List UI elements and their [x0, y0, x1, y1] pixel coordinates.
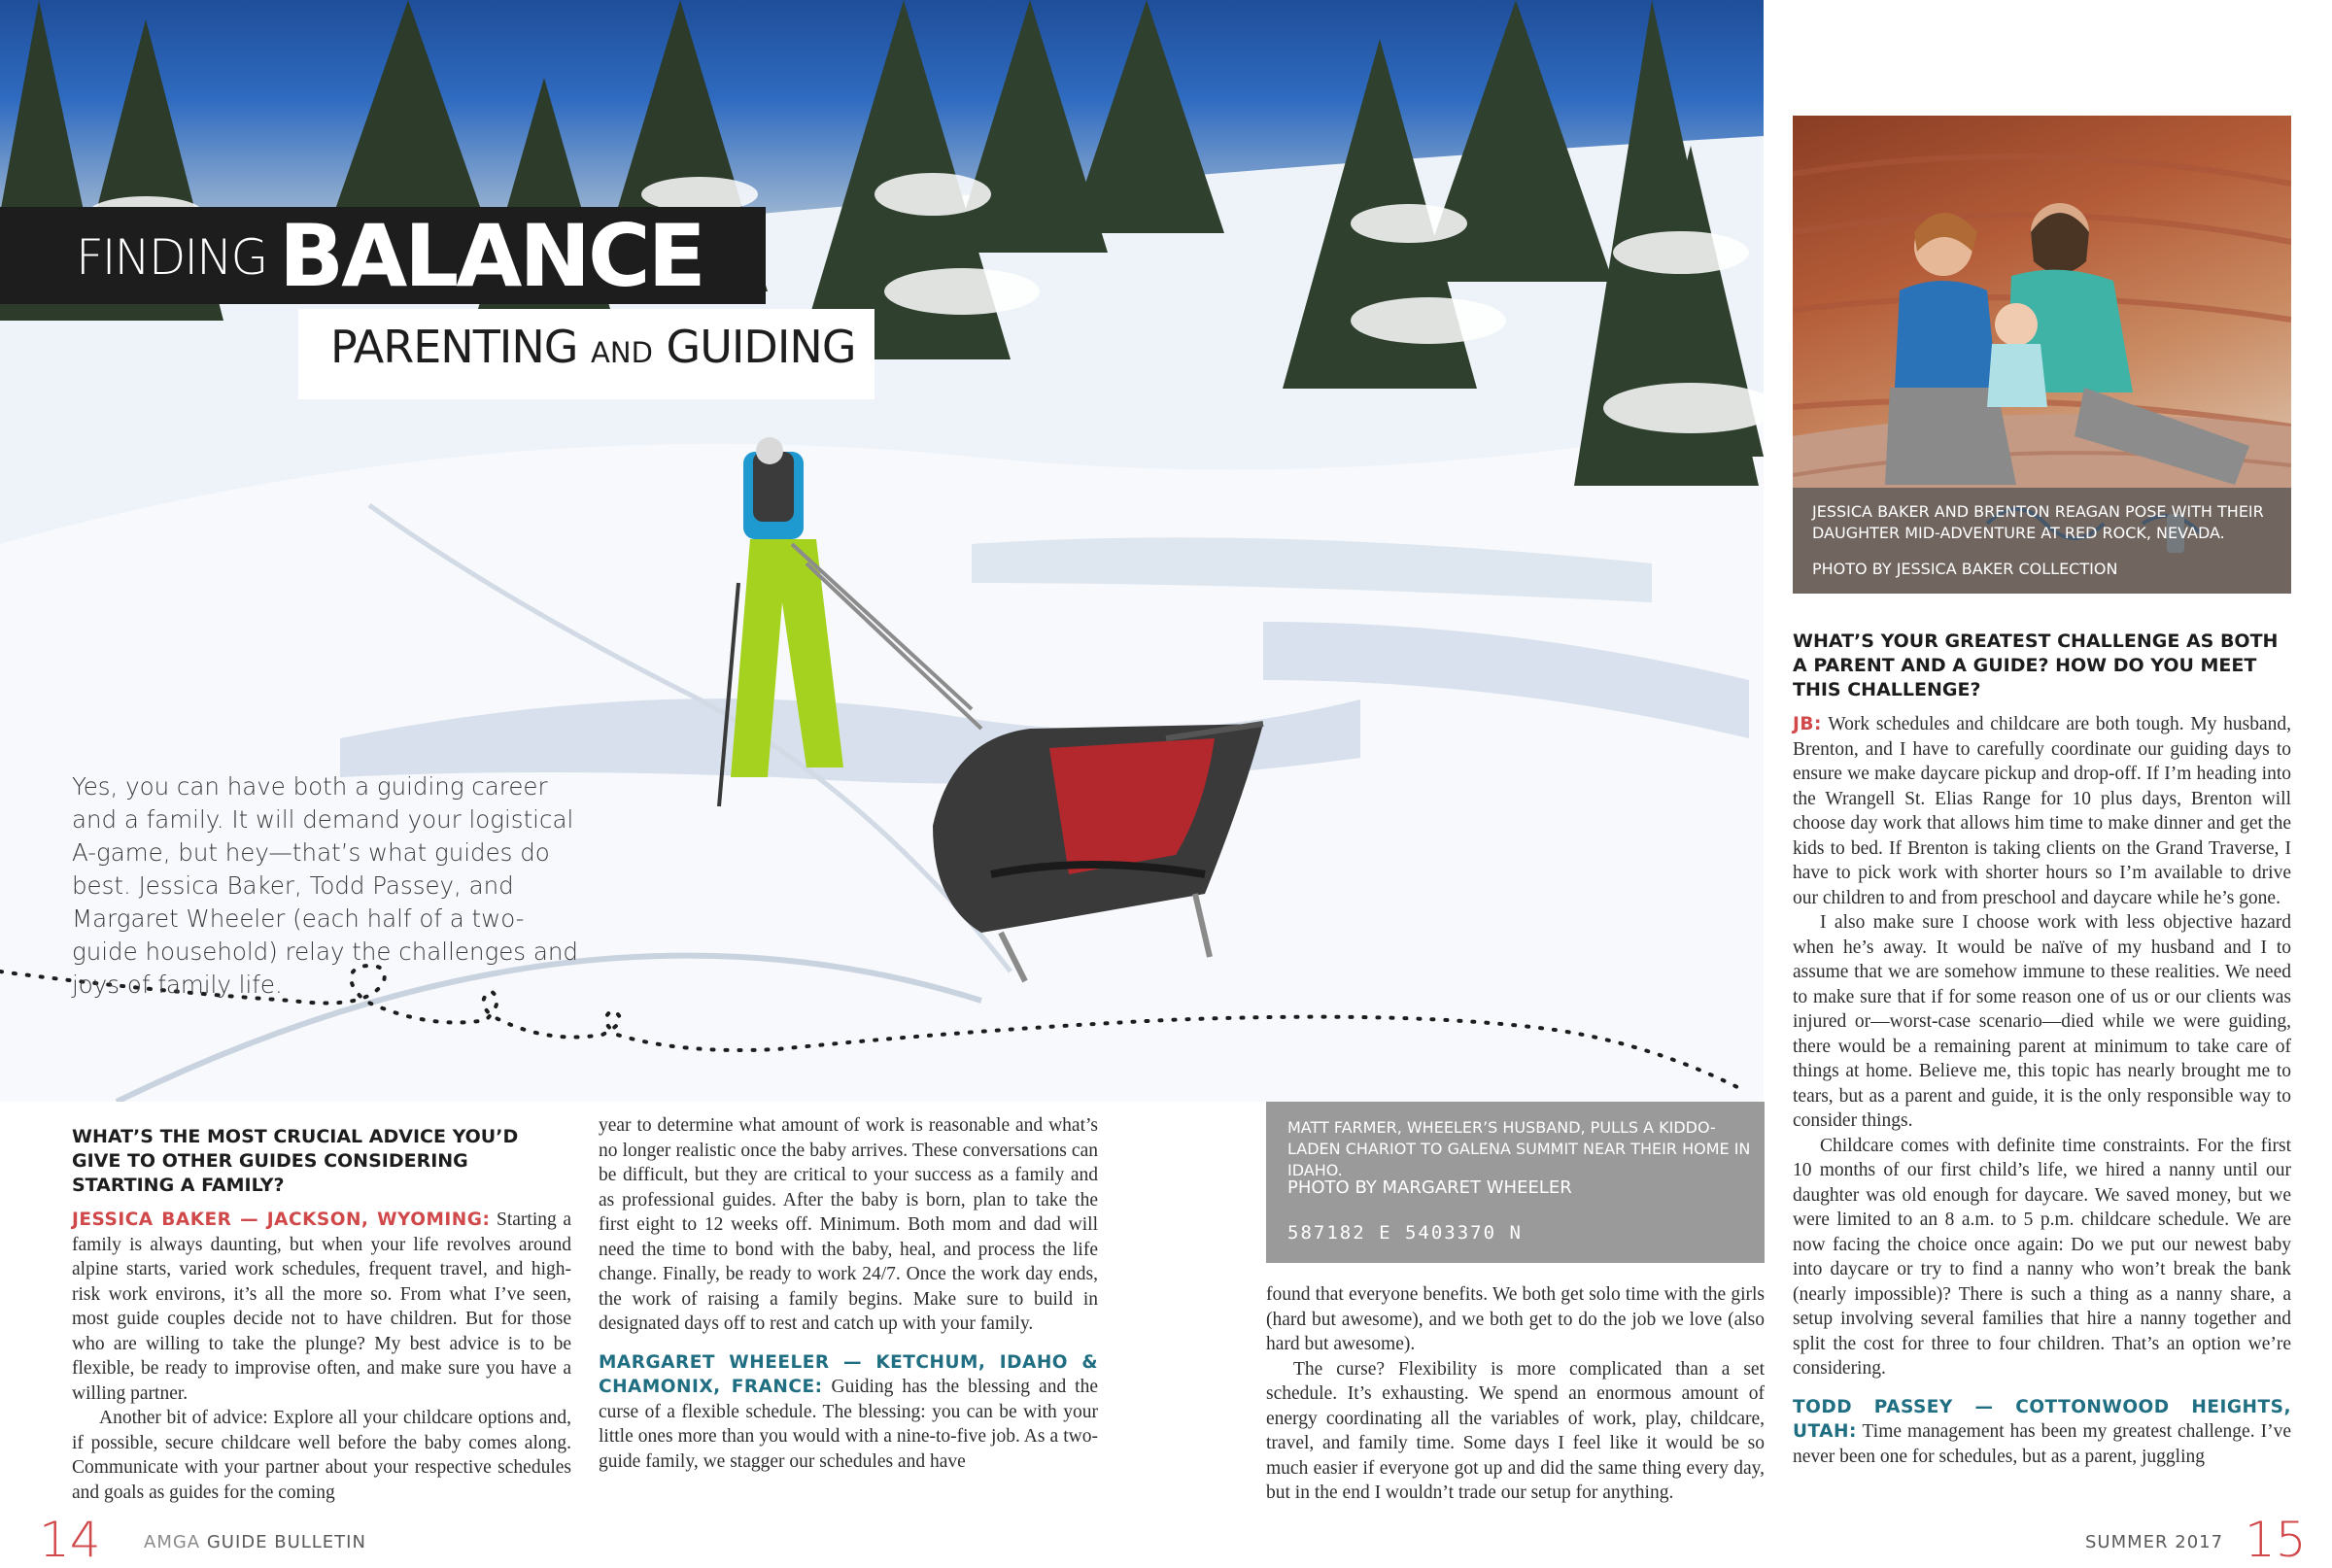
family-photo-caption-credit: PHOTO BY JESSICA BAKER COLLECTION	[1812, 560, 2118, 578]
speaker-jessica-baker: JESSICA BAKER — JACKSON, WYOMING:	[72, 1210, 491, 1230]
hero-caption-text: MATT FARMER, WHEELER’S HUSBAND, PULLS A KIDDO-LADEN CHARIOT TO GALENA SUMMIT NEAR THEIR HOME IN IDAHO.	[1287, 1118, 1751, 1179]
col1-p1-text: Starting a family is always daunting, but when your life revolves around alpine starts, varied work schedules, frequent travel, and high-risk work environs, it’s all the more so. From what I’ve seen, most guide couples decide not to have children. But for those who are willing to take the plunge? My best advice is to be flexible, be ready to improvise often, and make sure you have a willing partner.	[72, 1210, 572, 1404]
col1-paragraph-1	[72, 1208, 571, 1406]
column-3	[1266, 1282, 1765, 1506]
hero-caption-gps: 587182 E 5403370 N	[1287, 1222, 1523, 1244]
speaker-jb: JB:	[1793, 714, 1822, 734]
hero-caption	[1266, 1102, 1765, 1263]
footer-amga: AMGA	[144, 1532, 201, 1552]
question-2: WHAT’S YOUR GREATEST CHALLENGE AS BOTH A PARENT AND A GUIDE? HOW DO YOU MEET THIS CHALLENGE?	[1793, 631, 2279, 700]
col1-paragraph-2: Another bit of advice: Explore all your childcare options and, if possible, secure childcare well before the baby comes along. Communicate with your partner about your respective schedules and goals as guides for the coming	[72, 1408, 571, 1503]
col2-paragraph-1: year to determine what amount of work is reasonable and what’s no longer realistic once the baby arrives. These conversations can be difficult, but they are critical to your success as a family and as professional guides. After the baby is born, plan to take the first eight to 12 weeks off. Minimum. Both mom and dad will need the time to bond with the baby, heal, and process the life change. Finally, be ready to work 24/7. Once the work day ends, the work of raising a family begins. Make sure to build in designated days off to rest and catch up with your family.	[599, 1115, 1098, 1334]
page-number-left: 14	[39, 1512, 101, 1568]
title-finding: FINDING	[76, 229, 267, 286]
column-2	[599, 1113, 1098, 1474]
footer-bulletin: GUIDE BULLETIN	[200, 1532, 366, 1552]
page-number-right: 15	[2245, 1512, 2307, 1568]
col3-paragraph-1: found that everyone benefits. We both get solo time with the girls (hard but awesome), and we both get to do the job we love (also hard but awesome).	[1266, 1284, 1765, 1354]
col4-paragraph-4	[1793, 1395, 2291, 1470]
subtitle-parenting: PARENTING	[330, 321, 578, 373]
family-photo-caption	[1793, 488, 2291, 594]
col2-p2-text: Guiding has the blessing and the curse of a flexible schedule. The blessing: you can be with your little ones more than you would with a nine-to-five job. As a two-guide family, we stagger our schedules and have	[599, 1377, 1098, 1472]
col4-p1-text: Work schedules and childcare are both tough. My husband, Brenton, and I have to carefully coordinate our guiding days to ensure we make daycare pickup and drop-off. If I’m heading into the Wrangell St. Elias Range for 10 plus days, Brenton will choose day work that allows him time to make dinner and get the kids to bed. If Brenton is taking clients on the Grand Traverse, I have to pick work with shorter hours so I’m available to drive our children to and from preschool and daycare while he’s gone.	[1793, 714, 2291, 908]
speaker-margaret-wheeler: MARGARET WHEELER — KETCHUM, IDAHO & CHAMONIX, FRANCE:	[599, 1351, 1098, 1397]
speaker-todd-passey: TODD PASSEY — COTTONWOOD HEIGHTS, UTAH:	[1793, 1396, 2291, 1442]
col2-paragraph-2	[599, 1350, 1098, 1475]
subtitle-and: AND	[591, 336, 653, 369]
column-4	[1793, 630, 2291, 1469]
col4-paragraph-3: Childcare comes with definite time constraints. For the first 10 months of our first child’s life, we hired a nanny until our daughter was old enough for daycare. We saved money, but we were limited to an 8 a.m. to 5 p.m. childcare schedule. We are now facing the choice once again: Do we put our newest baby into daycare or try to find a nanny who won’t break the bank (nearly impossible)? There is such a thing as a nanny share, a setup involving several families that hire a nanny together and split the cost for three to four children. That’s an option we’re considering.	[1793, 1135, 2291, 1379]
footer-issue: SUMMER 2017	[2085, 1532, 2224, 1552]
subtitle-guiding: GUIDING	[666, 321, 856, 373]
col4-paragraph-2: I also make sure I choose work with less objective hazard when he’s away. It would be naïve of my husband and I to assume that we are somehow immune to these realities. We need to make sure that if for some reason one of us or our clients was injured or—worst-case scenario—died while we were guiding, there would be a remaining parent at minimum to take care of things at home. Believe me, this topic has nearly brought me to tears, but as a parent and guide, it is the only responsible way to consider things.	[1793, 912, 2291, 1131]
question-1: WHAT’S THE MOST CRUCIAL ADVICE YOU’D GIVE TO OTHER GUIDES CONSIDERING STARTING A FAMILY?	[72, 1126, 519, 1196]
subtitle	[330, 321, 855, 373]
col4-p4-text: Time management has been my greatest challenge. I’ve never been one for schedules, but as a parent, juggling	[1793, 1421, 2291, 1467]
hero-caption-credit: PHOTO BY MARGARET WHEELER	[1287, 1177, 1572, 1198]
col4-paragraph-1	[1793, 712, 2291, 910]
family-photo-caption-text: JESSICA BAKER AND BRENTON REAGAN POSE WITH THEIR DAUGHTER MID-ADVENTURE AT RED ROCK, NEVADA.	[1812, 502, 2264, 542]
col3-paragraph-2: The curse? Flexibility is more complicated than a set schedule. It’s exhausting. We spend an enormous amount of energy coordinating all the variables of work, play, childcare, travel, and family time. Some days I feel like it would be so much easier if everyone got up and did the same thing every day, but in the end I wouldn’t trade our setup for anything.	[1266, 1358, 1765, 1503]
footer-publication	[144, 1532, 366, 1552]
column-1	[72, 1125, 571, 1505]
intro-text: Yes, you can have both a guiding career and a family. It will demand your logistical A-game, but hey—that’s what guides do best. Jessica Baker, Todd Passey, and Margaret Wheeler (each half of a two-guide household) relay the challenges and joys of family life.	[72, 772, 578, 999]
title-balance: BALANCE	[279, 206, 703, 306]
